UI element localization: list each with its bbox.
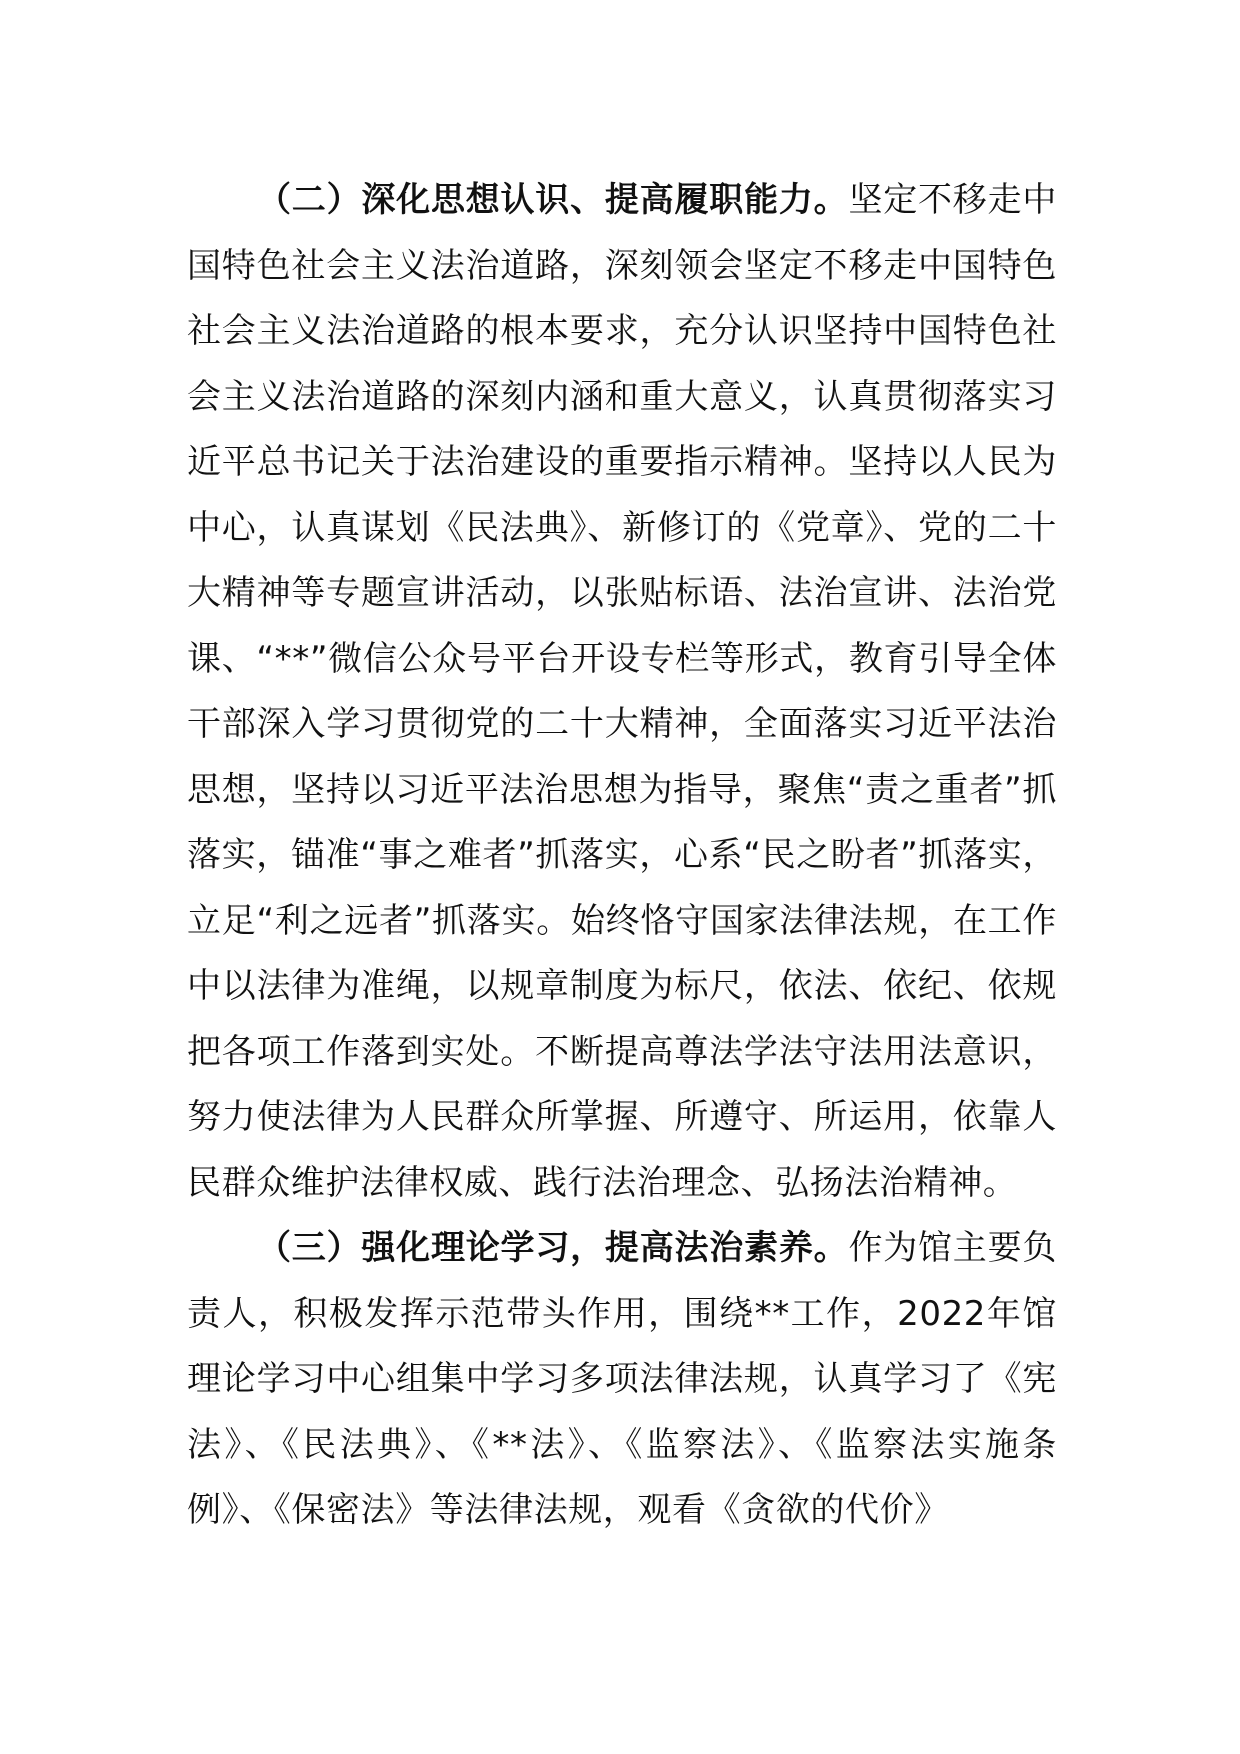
paragraph-2 [187, 168, 1057, 1216]
paragraph-2-heading: （二）深化思想认识、提高履职能力。 [257, 180, 849, 220]
paragraph-3-body: 作为馆主要负责人，积极发挥示范带头作用，围绕**工作，2022年馆理论学习中心组集中学习多项法律法规，认真学习了《宪法》、《民法典》、《**法》、《监察法》、《监察法实施条例》、《保密法》等法律法规，观看《贪欲的代价》 [187, 1228, 1057, 1530]
paragraph-2-body: 坚定不移走中国特色社会主义法治道路，深刻领会坚定不移走中国特色社会主义法治道路的根本要求，充分认识坚持中国特色社会主义法治道路的深刻内涵和重大意义，认真贯彻落实习近平总书记关于法治建设的重要指示精神。坚持以人民为中心，认真谋划《民法典》、新修订的《党章》、党的二十大精神等专题宣讲活动，以张贴标语、法治宣讲、法治党课、“**”微信公众号平台开设专栏等形式，教育引导全体干部深入学习贯彻党的二十大精神，全面落实习近平法治思想，坚持以习近平法治思想为指导，聚焦“责之重者”抓落实，锚准“事之难者”抓落实，心系“民之盼者”抓落实，立足“利之远者”抓落实。始终恪守国家法律法规，在工作中以法律为准绳，以规章制度为标尺，依法、依纪、依规把各项工作落到实处。不断提高尊法学法守法用法意识，努力使法律为人民群众所掌握、所遵守、所运用，依靠人民群众维护法律权威、践行法治理念、弘扬法治精神。 [187, 180, 1057, 1203]
document-body [187, 168, 1057, 1544]
paragraph-3-heading: （三）强化理论学习，提高法治素养。 [257, 1228, 849, 1268]
paragraph-3 [187, 1216, 1057, 1544]
